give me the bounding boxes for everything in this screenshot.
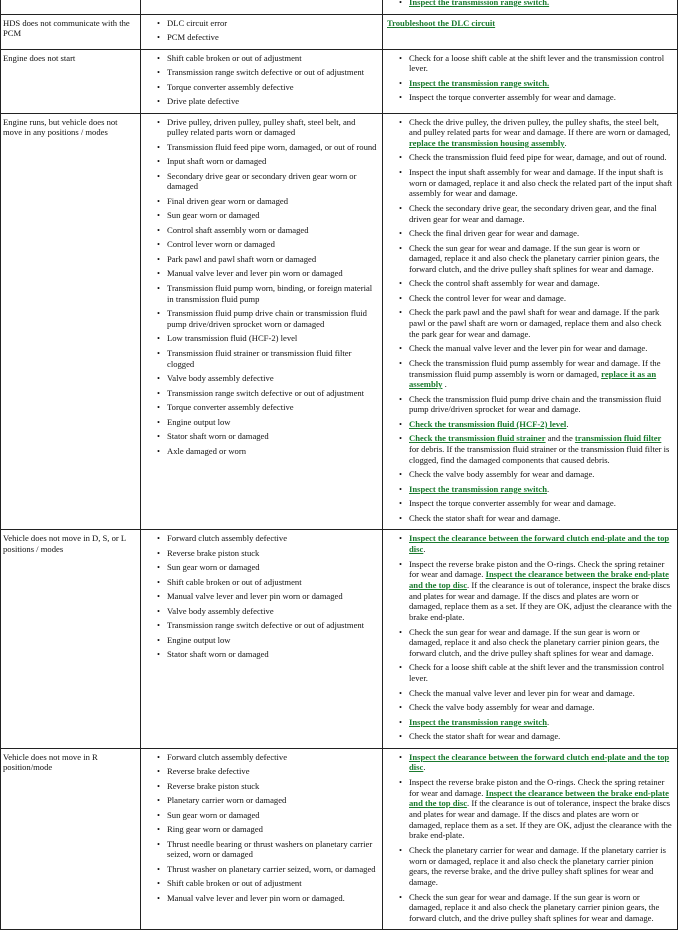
cause-item: • Sun gear worn or damaged: [145, 562, 378, 573]
check-text: Check the transmission fluid pump drive chain and the transmission fluid pump drive/driven sprocket for wear and damage.: [409, 393, 662, 415]
probable-cause-cell: [141, 49, 383, 113]
cause-item: • Transmission range switch defective or out of adjustment: [145, 67, 378, 78]
check-text: Check the final driven gear for wear and damage.: [409, 228, 580, 239]
check-item: [387, 167, 673, 199]
check-list: [387, 0, 673, 8]
cause-item: • Stator shaft worn or damaged: [145, 649, 378, 660]
cause-item: • Thrust washer on planetary carrier seized, worn, or damaged: [145, 864, 378, 875]
check-item: [387, 513, 673, 524]
cause-item: • Input shaft worn or damaged: [145, 156, 378, 167]
cause-item: • Reverse brake piston stuck: [145, 781, 378, 792]
check-text: Check the transmission fluid pump assembly for wear and damage. If the transmission fluid pump assembly is worn or damaged,: [409, 357, 661, 379]
cause-item: • Engine output low: [145, 635, 378, 646]
check-text: Check the transmission fluid feed pipe for wear, damage, and out of round.: [409, 152, 667, 163]
check-cell: [383, 49, 678, 113]
check-list: [387, 53, 673, 103]
cause-item: • Reverse brake defective: [145, 766, 378, 777]
check-text: Check the manual valve lever and lever pin for wear and damage.: [409, 687, 635, 698]
procedure-link[interactable]: replace the transmission housing assembly: [409, 137, 565, 148]
cause-item: • Final driven gear worn or damaged: [145, 196, 378, 207]
check-item: [387, 433, 673, 465]
check-item: [387, 92, 673, 103]
symptom-cell: [1, 0, 141, 14]
check-item: [387, 78, 673, 89]
check-text: Check the control lever for wear and damage.: [409, 292, 567, 303]
check-item: [387, 0, 673, 8]
symptom-cell: Vehicle does not move in R position/mode: [1, 748, 141, 930]
check-text: Check the stator shaft for wear and damage.: [409, 731, 561, 742]
table-row: [1, 0, 678, 14]
check-item: [387, 559, 673, 623]
check-item: [387, 203, 673, 224]
procedure-link[interactable]: Inspect the transmission range switch: [409, 483, 547, 494]
cause-item: • Low transmission fluid (HCF-2) level: [145, 333, 378, 344]
check-text: . If the clearance is out of tolerance, inspect the brake discs and plates for wear and damage. If the discs and plates are worn or damaged, replace them as a set. If they are OK, adjust the clearance with the brake end-plate.: [409, 798, 672, 841]
cause-list: [145, 752, 378, 904]
procedure-link[interactable]: Inspect the transmission range switch.: [409, 77, 550, 88]
cause-item: • Axle damaged or worn: [145, 446, 378, 457]
cause-item: • Stator shaft worn or damaged: [145, 431, 378, 442]
check-text: .: [566, 418, 569, 429]
check-cell: [383, 530, 678, 748]
cause-item: • Ring gear worn or damaged: [145, 824, 378, 835]
check-item: [387, 419, 673, 430]
table-row: [1, 530, 678, 748]
cause-item: • Transmission fluid feed pipe worn, damaged, or out of round: [145, 142, 378, 153]
check-text: Check the secondary drive gear, the secondary driven gear, and the final driven gear for wear and damage.: [409, 202, 657, 224]
check-list: [387, 533, 673, 742]
cause-item: • Thrust needle bearing or thrust washers on planetary carrier seized, worn or damaged: [145, 839, 378, 860]
probable-cause-cell: [141, 748, 383, 930]
cause-item: • Secondary drive gear or secondary driven gear worn or damaged: [145, 171, 378, 192]
check-item: [387, 662, 673, 683]
cause-item: • Manual valve lever and lever pin worn or damaged: [145, 268, 378, 279]
probable-cause-cell: [141, 113, 383, 530]
check-item: [387, 394, 673, 415]
symptom-cell: HDS does not communicate with the PCM: [1, 14, 141, 49]
check-item: [387, 702, 673, 713]
check-text: Inspect the reverse brake piston and the O-rings. Check the spring retainer for wear and damage.: [409, 776, 665, 798]
check-text: Check the sun gear for wear and damage. If the sun gear is worn or damaged, replace it and also check the planetary carrier pinion gears, the forward clutch, and the drive pulley shaft splines for wear and damage.: [409, 891, 660, 923]
check-text: Inspect the reverse brake piston and the O-rings. Check the spring retainer for wear and damage.: [409, 558, 665, 580]
cause-item: • Planetary carrier worn or damaged: [145, 795, 378, 806]
cause-item: • Valve body assembly defective: [145, 606, 378, 617]
check-text: .: [423, 762, 426, 773]
check-text: Check the manual valve lever and the lever pin for wear and damage.: [409, 343, 648, 354]
cause-item: • Reverse brake piston stuck: [145, 548, 378, 559]
cause-item: • Forward clutch assembly defective: [145, 533, 378, 544]
check-item: [387, 498, 673, 509]
check-item: [387, 117, 673, 149]
check-item: [387, 53, 673, 74]
table-row: [1, 113, 678, 530]
cause-item: • Transmission range switch defective or out of adjustment: [145, 620, 378, 631]
check-item: [387, 533, 673, 554]
cause-item: • PCM defective: [145, 32, 378, 43]
check-item: [387, 358, 673, 390]
check-text: Check the park pawl and the pawl shaft for wear and damage. If the park pawl or the pawl shaft are worn or damaged, replace them and also check the park gear for wear and damage.: [409, 307, 662, 339]
symptom-cell: Vehicle does not move in D, S, or L positions / modes: [1, 530, 141, 748]
procedure-link[interactable]: Inspect the clearance between the forward clutch end-plate and the top disc: [409, 751, 670, 773]
check-item: [387, 293, 673, 304]
check-text: Check the drive pulley, the driven pulley, the pulley shafts, the steel belt, and pulley related parts for wear and damage. If there are worn or damaged,: [409, 116, 671, 138]
procedure-link[interactable]: Check the transmission fluid strainer: [409, 433, 546, 444]
check-text: Check the control shaft assembly for wear and damage.: [409, 278, 600, 289]
cause-item: • Manual valve lever and lever pin worn or damaged: [145, 591, 378, 602]
check-text: Inspect the torque converter assembly for wear and damage.: [409, 498, 616, 509]
check-text: Check for a loose shift cable at the shift lever and the transmission control lever.: [409, 662, 665, 684]
cause-list: [145, 53, 378, 107]
check-text: Check the planetary carrier for wear and damage. If the planetary carrier is worn or damaged, replace it and also check the planetary carrier pinion gears, the reverse brake, and the drive pulley shaft splines for wear and damage.: [409, 844, 666, 887]
cause-item: • Park pawl and pawl shaft worn or damaged: [145, 254, 378, 265]
cause-item: • Valve body assembly defective: [145, 373, 378, 384]
cause-item: • Transmission range switch defective or out of adjustment: [145, 388, 378, 399]
check-item: [387, 469, 673, 480]
cause-item: • Manual valve lever and lever pin worn or damaged.: [145, 893, 378, 904]
cause-list: [145, 533, 378, 660]
procedure-link[interactable]: Inspect the transmission range switch.: [409, 0, 550, 7]
check-text: Check the sun gear for wear and damage. If the sun gear is worn or damaged, replace it and also check the planetary carrier pinion gears, the forward clutch, and the drive pulley shaft splines for wear and damage.: [409, 242, 660, 274]
check-item: [387, 845, 673, 888]
check-item: [387, 731, 673, 742]
check-item: [387, 343, 673, 354]
check-text: .: [546, 483, 550, 494]
procedure-link[interactable]: replace it as an assembly: [409, 368, 657, 390]
check-text: .: [423, 544, 426, 555]
procedure-link[interactable]: Inspect the clearance between the forward clutch end-plate and the top disc: [409, 533, 670, 555]
cause-item: • Control shaft assembly worn or damaged: [145, 225, 378, 236]
check-text: .: [564, 137, 567, 148]
check-cell: [383, 748, 678, 930]
troubleshoot-link[interactable]: Troubleshoot the DLC circuit: [387, 17, 496, 28]
cause-item: • Shift cable broken or out of adjustment: [145, 878, 378, 889]
check-item: [387, 278, 673, 289]
probable-cause-cell: [141, 14, 383, 49]
check-item: [387, 243, 673, 275]
check-item: [387, 752, 673, 773]
cause-item: • Drive plate defective: [145, 96, 378, 107]
check-text: .: [546, 716, 550, 727]
symptom-cell: Engine runs, but vehicle does not move in any positions / modes: [1, 113, 141, 530]
cause-item: • Transmission fluid pump worn, binding, or foreign material in transmission fluid pump: [145, 283, 378, 304]
table-row: [1, 49, 678, 113]
check-list: [387, 752, 673, 924]
check-item: [387, 892, 673, 924]
check-text: Check for a loose shift cable at the shift lever and the transmission control lever.: [409, 52, 665, 74]
check-cell: [383, 113, 678, 530]
check-item: [387, 228, 673, 239]
probable-cause-cell: [141, 530, 383, 748]
cause-item: • Drive pulley, driven pulley, pulley shaft, steel belt, and pulley related parts worn or damaged: [145, 117, 378, 138]
check-item: [387, 688, 673, 699]
check-list: [387, 117, 673, 524]
check-cell: [383, 14, 678, 49]
check-text: Check the valve body assembly for wear and damage.: [409, 469, 595, 480]
cause-item: • Torque converter assembly defective: [145, 402, 378, 413]
procedure-link[interactable]: Check the transmission fluid (HCF-2) level: [409, 418, 567, 429]
cause-item: • Shift cable broken or out of adjustment: [145, 577, 378, 588]
check-item: [387, 627, 673, 659]
cause-item: • Forward clutch assembly defective: [145, 752, 378, 763]
procedure-link[interactable]: Inspect the clearance between the brake end-plate and the top disc: [409, 787, 669, 809]
cause-item: • Sun gear worn or damaged: [145, 810, 378, 821]
cause-item: • Sun gear worn or damaged: [145, 210, 378, 221]
check-item: [387, 152, 673, 163]
procedure-link[interactable]: transmission fluid filter: [574, 433, 662, 444]
cause-item: • DLC circuit error: [145, 18, 378, 29]
check-text: .: [442, 379, 447, 390]
check-cell: [383, 0, 678, 14]
check-item: [387, 717, 673, 728]
symptom-table-body: [1, 0, 678, 930]
check-text: Check the stator shaft for wear and damage.: [409, 512, 561, 523]
symptom-cell: Engine does not start: [1, 49, 141, 113]
procedure-link[interactable]: Inspect the clearance between the brake end-plate and the top disc: [409, 569, 669, 590]
cause-list: [145, 117, 378, 457]
check-item: [387, 777, 673, 841]
probable-cause-cell: [141, 0, 383, 14]
cause-item: • Shift cable broken or out of adjustment: [145, 53, 378, 64]
check-item: [387, 307, 673, 339]
cause-item: • Engine output low: [145, 417, 378, 428]
check-text: Check the sun gear for wear and damage. If the sun gear is worn or damaged, replace it and also check the planetary carrier pinion gears, the forward clutch, and the drive pulley shaft splines for wear and damage.: [409, 626, 660, 658]
table-row: [1, 748, 678, 930]
check-text: and the: [545, 433, 575, 444]
cause-item: • Control lever worn or damaged: [145, 239, 378, 250]
check-text: Check the valve body assembly for wear and damage.: [409, 702, 595, 713]
cause-item: • Torque converter assembly defective: [145, 82, 378, 93]
cause-item: • Transmission fluid pump drive chain or transmission fluid pump drive/driven sprocket worn or damaged: [145, 308, 378, 329]
check-text: Inspect the input shaft assembly for wear and damage. If the input shaft is worn or damaged, replace it and also check the related part of the input shaft assembly for wear and damage.: [409, 166, 673, 199]
cause-list: [145, 18, 378, 43]
cause-item: • Transmission fluid strainer or transmission fluid filter clogged: [145, 348, 378, 369]
check-text: Inspect the torque converter assembly for wear and damage.: [409, 92, 616, 103]
check-text: for debris. If the transmission fluid strainer or the transmission fluid filter is clogged, find the damaged components that caused debris.: [409, 444, 670, 465]
check-item: [387, 484, 673, 495]
procedure-link[interactable]: Inspect the transmission range switch: [409, 716, 547, 727]
check-text: . If the clearance is out of tolerance, inspect the brake discs and plates for wear and damage. If the discs and plates are worn or damaged, replace them as a set. If they are OK, adjust the clearance with the brake end-plate.: [409, 579, 672, 623]
table-row: [1, 14, 678, 49]
